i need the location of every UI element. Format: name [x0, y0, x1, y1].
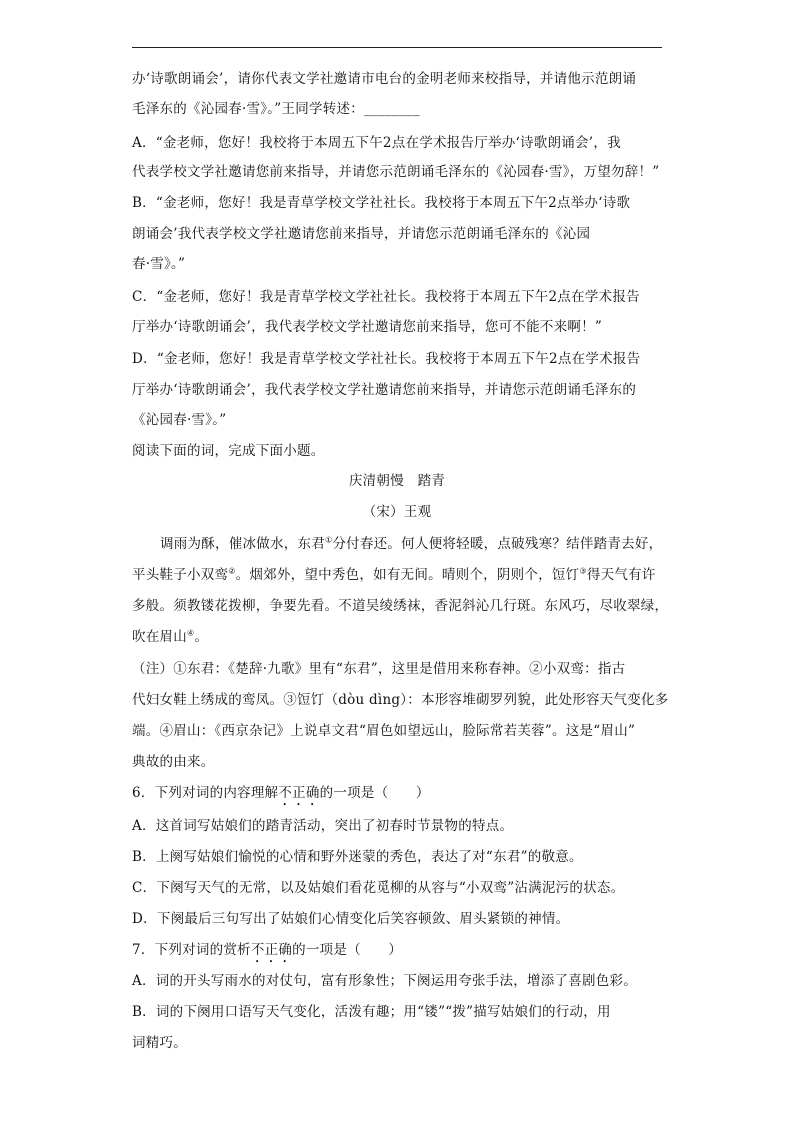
poem-text: 得天气有许: [586, 567, 656, 583]
question-text: 的一项是（ ）: [292, 942, 403, 958]
footnote-marker: ①: [325, 535, 333, 545]
poem-text: 吹在眉山: [132, 629, 187, 645]
option-c-line: C．“金老师，您好！我是青草学校文学社社长。我校将于本周五下午2点在学术报告: [132, 289, 640, 305]
poem-line: [160, 536, 662, 552]
poem-line: 多般。须教镂花拨柳，争要先看。不道吴绫绣袜，香泥斜沁几行斑。东风巧，尽收翠绿，: [132, 598, 669, 614]
note-line: 端。④眉山：《西京杂记》上说卓文君“眉色如望远山，脸际常若芙蓉”。这是“眉山”: [132, 723, 636, 739]
option-a-line: 代表学校文学社邀请您前来指导，并请您示范朗诵毛泽东的《沁园春·雪》，万望勿辞！”: [132, 164, 660, 180]
option-c-line: 厅举办‘诗歌朗诵会’，我代表学校文学社邀请您前来指导，您可不能不来啊！”: [132, 319, 602, 335]
text-line: 办‘诗歌朗诵会’，请你代表文学社邀请市电台的金明老师来校指导，并请他示范朗诵: [132, 71, 637, 87]
poem-text: 平头鞋子小双鸾: [132, 567, 229, 583]
option-d-line: D．“金老师，您好！我是青草学校文学社社长。我校将于本周五下午2点在学术报告: [132, 351, 641, 367]
poem-text: 分付春还。何人便将轻暖，点破残寒？结伴踏青去好，: [332, 536, 663, 552]
poem-text: 调雨为酥，催冰做水，东君: [160, 536, 325, 552]
poem-title: 庆清朝慢 踏青: [348, 473, 446, 489]
question-text: 7．下列对词的赏析: [132, 942, 251, 958]
option-b-line: B．“金老师，您好！我是青草学校文学社社长。我校将于本周五下午2点举办‘诗歌: [132, 195, 631, 211]
option-b-line: 春·雪》。”: [132, 256, 186, 272]
option-a-line: A．“金老师，您好！我校将于本周五下午2点在学术报告厅举办‘诗歌朗诵会’，我: [132, 135, 621, 151]
option-d-line: 厅举办‘诗歌朗诵会’，我代表学校文学社邀请您前来指导，并请您示范朗诵毛泽东的: [132, 382, 637, 398]
question-7: [132, 942, 402, 966]
header-rule: [132, 47, 662, 48]
q6-option-c: C．下阕写天气的无常，以及姑娘们看花觅柳的从容与“小双鸾”沾满泥污的状态。: [132, 880, 625, 896]
note-line: （注）①东君：《楚辞·九歌》里有“东君”，这里是借用来称春神。②小双鸾：指古: [132, 661, 626, 677]
q6-option-b: B．上阕写姑娘们愉悦的心情和野外迷蒙的秀色，表达了对“东君”的敬意。: [132, 849, 583, 865]
text-line: 毛泽东的《沁园春·雪》。”王同学转述：________: [132, 101, 420, 117]
note-line: 代妇女鞋上绣成的鸾凤。③饾饤（dòu dìng）：本形容堆砌罗列貌，此处形容天气变化多: [132, 692, 669, 708]
poem-text: 。烟郊外，望中秀色，如有无间。晴则个，阴则个，饾饤: [235, 567, 580, 583]
q6-option-d: D．下阕最后三句写出了姑娘们心情变化后笑容顿敛、眉头紧锁的神情。: [132, 911, 570, 927]
emphasis-text: 不正确: [250, 942, 293, 958]
q7-option-b: B．词的下阕用口语写天气变化，活泼有趣；用“镂”“拨”描写姑娘们的行动，用: [132, 1004, 611, 1020]
note-line: 典故的由来。: [132, 754, 215, 770]
q7-option-a: A．词的开头写雨水的对仗句，富有形象性；下阕运用夸张手法，增添了喜剧色彩。: [132, 973, 637, 989]
poem-text: 。: [194, 629, 209, 645]
poem-author: （宋）王观: [362, 504, 432, 520]
poem-line: [132, 629, 208, 645]
footnote-marker: ④: [187, 628, 195, 638]
option-b-line: 朗诵会’我代表学校文学社邀请您前来指导，并请您示范朗诵毛泽东的《沁园: [132, 226, 591, 242]
option-d-line: 《沁园春·雪》。”: [132, 412, 227, 428]
emphasis-text: 不正确: [278, 785, 320, 801]
q6-option-a: A．这首词写姑娘们的踏青活动，突出了初春时节景物的特点。: [132, 818, 514, 834]
footnote-marker: ③: [579, 566, 587, 576]
footnote-marker: ②: [228, 566, 236, 576]
q7-option-b: 词精巧。: [132, 1035, 187, 1051]
question-text: 6．下列对词的内容理解: [132, 785, 279, 801]
question-6: [132, 785, 430, 809]
reading-intro: 阅读下面的词，完成下面小题。: [132, 443, 325, 459]
question-text: 的一项是（ ）: [319, 785, 430, 801]
poem-line: [132, 567, 656, 583]
